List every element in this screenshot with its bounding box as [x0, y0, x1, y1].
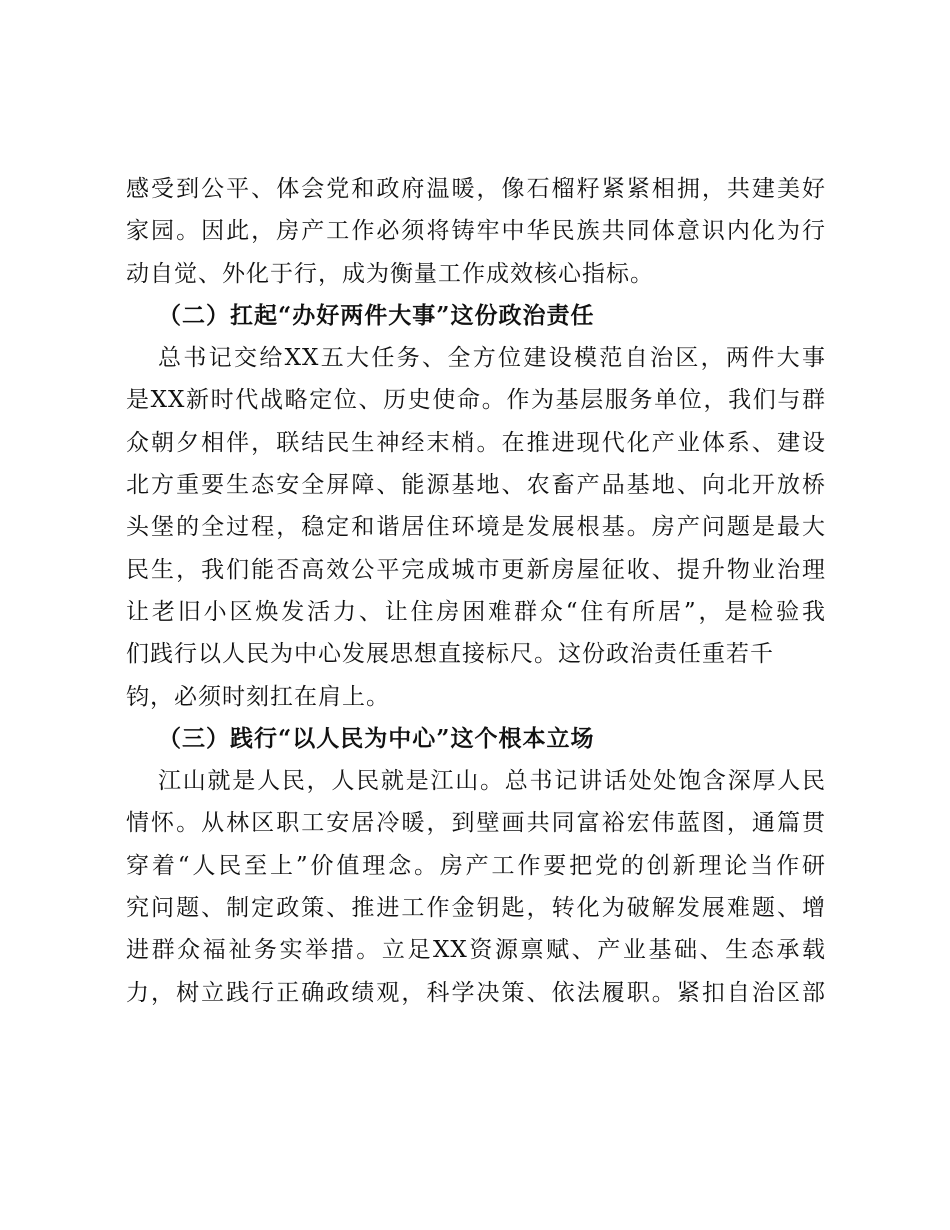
body-line: 头堡的全过程，稳定和谐居住环境是发展根基。房产问题是最大	[126, 514, 826, 541]
body-line: 是XX新时代战略定位、历史使命。作为基层服务单位，我们与群	[126, 387, 826, 414]
body-line: 究问题、制定政策、推进工作金钥匙，转化为破解发展难题、增	[126, 895, 826, 922]
document-body	[126, 168, 826, 1014]
body-line: 北方重要生态安全屏障、能源基地、农畜产品基地、向北开放桥	[126, 472, 826, 499]
body-line: 钧，必须时刻扛在肩上。	[126, 683, 390, 710]
body-line: 进群众福祉务实举措。立足XX资源禀赋、产业基础、生态承载	[126, 937, 826, 964]
body-line: 动自觉、外化于行，成为衡量工作成效核心指标。	[126, 260, 654, 287]
body-line: 感受到公平、体会党和政府温暖，像石榴籽紧紧相拥，共建美好	[126, 176, 826, 202]
body-line: 让老旧小区焕发活力、让住房困难群众“住有所居”，是检验我	[126, 598, 826, 625]
body-line: 众朝夕相伴，联结民生神经末梢。在推进现代化产业体系、建设	[126, 429, 826, 456]
body-line: 力，树立践行正确政绩观，科学决策、依法履职。紧扣自治区部	[126, 979, 826, 1006]
body-line: 家园。因此，房产工作必须将铸牢中华民族共同体意识内化为行	[126, 218, 826, 245]
body-line: 们践行以人民为中心发展思想直接标尺。这份政治责任重若千	[126, 641, 774, 668]
body-line: 穿着“人民至上”价值理念。房产工作要把党的创新理论当作研	[126, 852, 826, 879]
body-line: 情怀。从林区职工安居冷暖，到壁画共同富裕宏伟蓝图，通篇贯	[126, 810, 826, 837]
body-line: 民生，我们能否高效公平完成城市更新房屋征收、提升物业治理	[126, 556, 826, 583]
body-line: 江山就是人民，人民就是江山。总书记讲话处处饱含深厚人民	[158, 768, 826, 795]
body-line: 总书记交给XX五大任务、全方位建设模范自治区，两件大事	[158, 345, 826, 372]
section-heading-3: （三）践行“以人民为中心”这个根本立场	[158, 724, 595, 752]
section-heading-2: （二）扛起“办好两件大事”这份政治责任	[158, 301, 595, 329]
